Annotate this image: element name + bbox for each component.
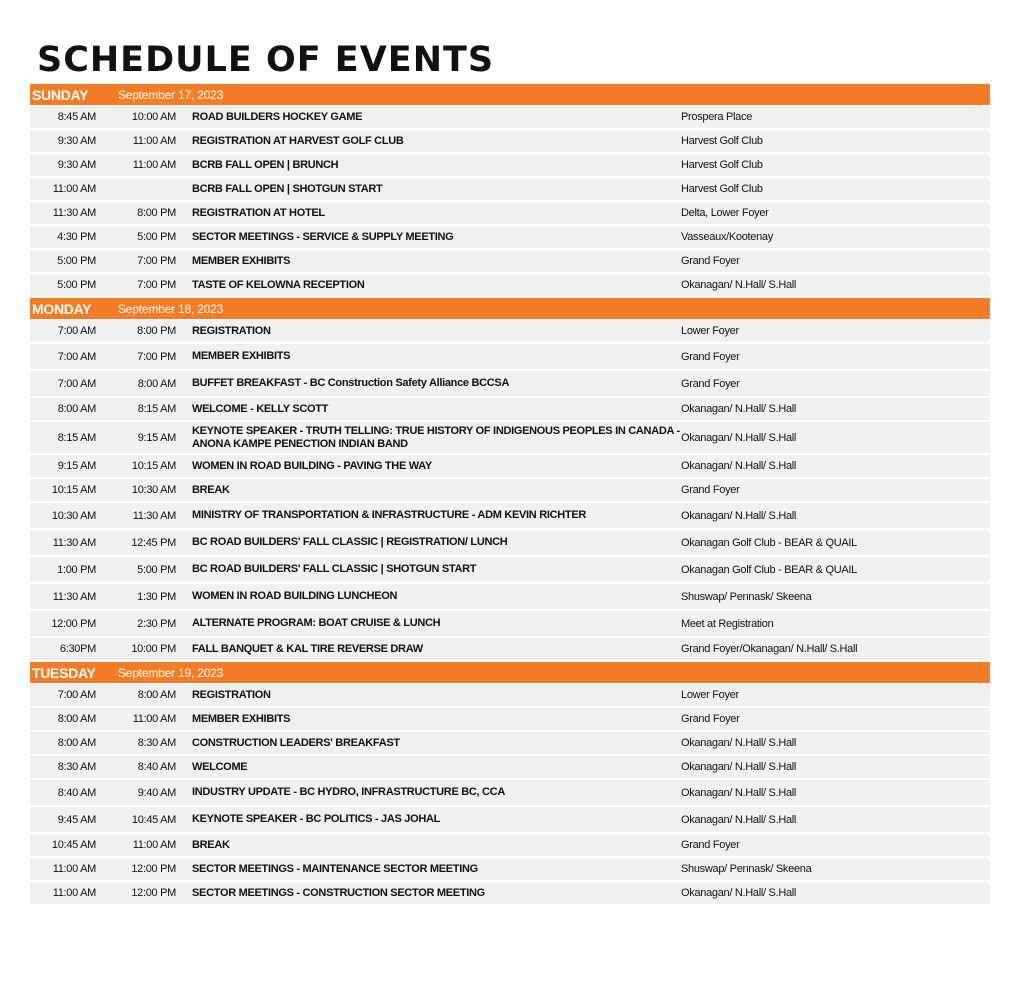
start-time: 9:45 AM xyxy=(57,813,96,826)
start-time: 10:30 AM xyxy=(51,509,96,522)
start-time: 8:15 AM xyxy=(57,431,96,444)
end-time: 12:00 PM xyxy=(131,887,176,899)
table-row xyxy=(30,202,990,224)
table-row xyxy=(30,154,990,176)
event-name: BC ROAD BUILDERS' FALL CLASSIC | REGISTRATION/ LUNCH xyxy=(192,536,508,548)
event-location: Okanagan Golf Club - BEAR & QUAIL xyxy=(681,563,857,576)
table-row xyxy=(30,250,990,272)
start-time: 11:00 AM xyxy=(52,183,96,195)
event-location: Okanagan Golf Club - BEAR & QUAIL xyxy=(681,536,857,549)
start-time: 11:30 AM xyxy=(52,590,96,603)
event-location: Prospera Place xyxy=(681,111,753,123)
event-name: WOMEN IN ROAD BUILDING - PAVING THE WAY xyxy=(192,459,432,472)
start-time: 8:45 AM xyxy=(57,111,96,123)
start-time: 8:00 AM xyxy=(57,737,96,749)
event-location: Grand Foyer xyxy=(681,350,740,363)
start-time: 1:00 PM xyxy=(57,563,96,576)
day-header-monday xyxy=(30,298,990,319)
start-time: 11:00 AM xyxy=(52,887,96,899)
end-time: 10:15 AM xyxy=(131,460,176,472)
end-time: 8:00 AM xyxy=(137,377,176,390)
table-row xyxy=(30,708,990,730)
start-time: 7:00 AM xyxy=(57,689,96,701)
event-name: SECTOR MEETINGS - SERVICE & SUPPLY MEETING xyxy=(192,230,454,243)
end-time: 2:30 PM xyxy=(137,617,176,630)
event-name: KEYNOTE SPEAKER - BC POLITICS - JAS JOHAL xyxy=(192,813,441,825)
event-name: BREAK xyxy=(192,838,230,851)
table-row xyxy=(30,503,990,528)
day-date: September 19, 2023 xyxy=(118,665,224,680)
event-location: Shuswap/ Pennask/ Skeena xyxy=(681,863,812,875)
event-name: SECTOR MEETINGS - MAINTENANCE SECTOR MEETING xyxy=(192,862,478,875)
event-name: MEMBER EXHIBITS xyxy=(192,254,291,267)
start-time: 4:30 PM xyxy=(57,231,96,243)
end-time: 11:30 AM xyxy=(132,509,176,522)
event-location: Okanagan/ N.Hall/ S.Hall xyxy=(681,737,797,749)
end-time: 10:00 AM xyxy=(131,111,176,123)
event-name: SECTOR MEETINGS - CONSTRUCTION SECTOR MEETING xyxy=(192,886,485,899)
event-location: Grand Foyer xyxy=(681,484,740,496)
table-row xyxy=(30,344,990,369)
event-name: MINISTRY OF TRANSPORTATION & INFRASTRUCTURE - ADM KEVIN RICHTER xyxy=(192,509,586,521)
start-time: 10:45 AM xyxy=(51,839,96,851)
event-location: Harvest Golf Club xyxy=(681,159,763,171)
day-date: September 18, 2023 xyxy=(118,301,224,316)
event-location: Okanagan/ N.Hall/ S.Hall xyxy=(681,786,797,799)
end-time: 9:40 AM xyxy=(137,786,176,799)
event-location: Grand Foyer xyxy=(681,839,740,851)
event-location: Okanagan/ N.Hall/ S.Hall xyxy=(681,460,797,472)
start-time: 5:00 PM xyxy=(57,279,96,291)
table-row xyxy=(30,371,990,396)
table-row xyxy=(30,422,990,453)
end-time: 5:00 PM xyxy=(137,231,176,243)
table-row xyxy=(30,130,990,152)
end-time: 10:45 AM xyxy=(131,813,176,826)
start-time: 7:00 AM xyxy=(57,377,96,390)
event-name: CONSTRUCTION LEADERS' BREAKFAST xyxy=(192,736,400,749)
table-row xyxy=(30,807,990,832)
table-row xyxy=(30,557,990,582)
event-name: ROAD BUILDERS HOCKEY GAME xyxy=(192,110,363,123)
table-row xyxy=(30,479,990,501)
event-name: INDUSTRY UPDATE - BC HYDRO, INFRASTRUCTURE BC, CCA xyxy=(192,786,505,798)
start-time: 11:30 AM xyxy=(52,536,96,549)
end-time: 7:00 PM xyxy=(137,255,176,267)
start-time: 5:00 PM xyxy=(57,255,96,267)
table-row xyxy=(30,106,990,128)
event-location: Vasseaux/Kootenay xyxy=(681,231,773,243)
start-time: 7:00 AM xyxy=(57,350,96,363)
event-name: WOMEN IN ROAD BUILDING LUNCHEON xyxy=(192,590,398,602)
event-name: BCRB FALL OPEN | SHOTGUN START xyxy=(192,182,383,195)
event-name: REGISTRATION xyxy=(192,688,271,701)
end-time: 11:00 AM xyxy=(132,135,176,147)
table-row xyxy=(30,834,990,856)
event-location: Lower Foyer xyxy=(681,689,739,701)
end-time: 8:00 PM xyxy=(137,207,176,219)
end-time: 8:00 AM xyxy=(137,689,176,701)
page-title: SCHEDULE OF EVENTS xyxy=(37,40,495,80)
schedule-table xyxy=(30,84,990,906)
event-name: MEMBER EXHIBITS xyxy=(192,350,291,362)
start-time: 9:30 AM xyxy=(57,159,96,171)
event-location: Harvest Golf Club xyxy=(681,183,763,195)
end-time: 12:45 PM xyxy=(131,536,176,549)
event-location: Harvest Golf Club xyxy=(681,135,763,147)
day-header-tuesday xyxy=(30,662,990,683)
table-row xyxy=(30,455,990,477)
event-name: BC ROAD BUILDERS' FALL CLASSIC | SHOTGUN START xyxy=(192,563,477,575)
start-time: 10:15 AM xyxy=(51,484,96,496)
start-time: 12:00 PM xyxy=(51,617,96,630)
event-name: ALTERNATE PROGRAM: BOAT CRUISE & LUNCH xyxy=(192,617,441,629)
event-location: Grand Foyer/Okanagan/ N.Hall/ S.Hall xyxy=(681,643,858,655)
table-row xyxy=(30,530,990,555)
day-name: TUESDAY xyxy=(32,664,96,681)
start-time: 9:30 AM xyxy=(57,135,96,147)
end-time: 7:00 PM xyxy=(137,279,176,291)
start-time: 8:40 AM xyxy=(57,786,96,799)
end-time: 11:00 AM xyxy=(132,839,176,851)
event-location: Okanagan/ N.Hall/ S.Hall xyxy=(681,279,797,291)
end-time: 5:00 PM xyxy=(137,563,176,576)
event-name: TASTE OF KELOWNA RECEPTION xyxy=(192,278,365,291)
table-row xyxy=(30,638,990,660)
event-location: Shuswap/ Pennask/ Skeena xyxy=(681,590,812,603)
table-row xyxy=(30,882,990,904)
table-row xyxy=(30,178,990,200)
start-time: 8:00 AM xyxy=(57,713,96,725)
event-name: WELCOME xyxy=(192,760,248,773)
table-row xyxy=(30,611,990,636)
end-time: 10:30 AM xyxy=(131,484,176,496)
event-name: KEYNOTE SPEAKER - TRUTH TELLING: TRUE HISTORY OF INDIGENOUS PEOPLES IN CANADA - ANONA KAMPE PENECTION INDIAN BAND xyxy=(192,424,680,450)
table-row xyxy=(30,756,990,778)
table-row xyxy=(30,398,990,420)
start-time: 11:00 AM xyxy=(52,863,96,875)
end-time: 1:30 PM xyxy=(137,590,176,603)
event-location: Meet at Registration xyxy=(681,617,774,630)
table-row xyxy=(30,584,990,609)
event-name: REGISTRATION AT HOTEL xyxy=(192,206,325,219)
table-row xyxy=(30,780,990,805)
end-time: 11:00 AM xyxy=(132,159,176,171)
event-name: REGISTRATION AT HARVEST GOLF CLUB xyxy=(192,134,404,147)
event-location: Okanagan/ N.Hall/ S.Hall xyxy=(681,403,797,415)
day-date: September 17, 2023 xyxy=(118,87,224,102)
start-time: 11:30 AM xyxy=(52,207,96,219)
end-time: 10:00 PM xyxy=(131,643,176,655)
event-location: Lower Foyer xyxy=(681,325,739,337)
start-time: 7:00 AM xyxy=(57,325,96,337)
table-row xyxy=(30,226,990,248)
end-time: 8:15 AM xyxy=(137,403,176,415)
event-name: REGISTRATION xyxy=(192,324,271,337)
event-location: Grand Foyer xyxy=(681,713,740,725)
end-time: 11:00 AM xyxy=(132,713,176,725)
table-row xyxy=(30,684,990,706)
end-time: 8:30 AM xyxy=(137,737,176,749)
end-time: 8:00 PM xyxy=(137,325,176,337)
day-header-sunday xyxy=(30,84,990,105)
table-row xyxy=(30,858,990,880)
start-time: 6:30PM xyxy=(59,643,96,655)
event-location: Okanagan/ N.Hall/ S.Hall xyxy=(681,813,797,826)
start-time: 8:00 AM xyxy=(57,403,96,415)
start-time: 8:30 AM xyxy=(57,761,96,773)
table-row xyxy=(30,320,990,342)
event-name: FALL BANQUET & KAL TIRE REVERSE DRAW xyxy=(192,642,423,655)
table-row xyxy=(30,732,990,754)
event-location: Grand Foyer xyxy=(681,255,740,267)
event-name: BCRB FALL OPEN | BRUNCH xyxy=(192,158,339,171)
table-row xyxy=(30,274,990,296)
event-name: MEMBER EXHIBITS xyxy=(192,712,291,725)
event-location: Okanagan/ N.Hall/ S.Hall xyxy=(681,887,797,899)
end-time: 9:15 AM xyxy=(137,431,176,444)
start-time: 9:15 AM xyxy=(57,460,96,472)
event-location: Okanagan/ N.Hall/ S.Hall xyxy=(681,761,797,773)
end-time: 8:40 AM xyxy=(137,761,176,773)
event-name: BREAK xyxy=(192,483,230,496)
day-name: SUNDAY xyxy=(32,86,89,103)
day-name: MONDAY xyxy=(32,300,92,317)
end-time: 12:00 PM xyxy=(131,863,176,875)
event-location: Okanagan/ N.Hall/ S.Hall xyxy=(681,431,797,444)
event-location: Grand Foyer xyxy=(681,377,740,390)
event-location: Delta, Lower Foyer xyxy=(681,207,769,219)
event-location: Okanagan/ N.Hall/ S.Hall xyxy=(681,509,797,522)
end-time: 7:00 PM xyxy=(137,350,176,363)
event-name: WELCOME - KELLY SCOTT xyxy=(192,402,329,415)
event-name: BUFFET BREAKFAST - BC Construction Safety Alliance BCCSA xyxy=(192,377,510,389)
